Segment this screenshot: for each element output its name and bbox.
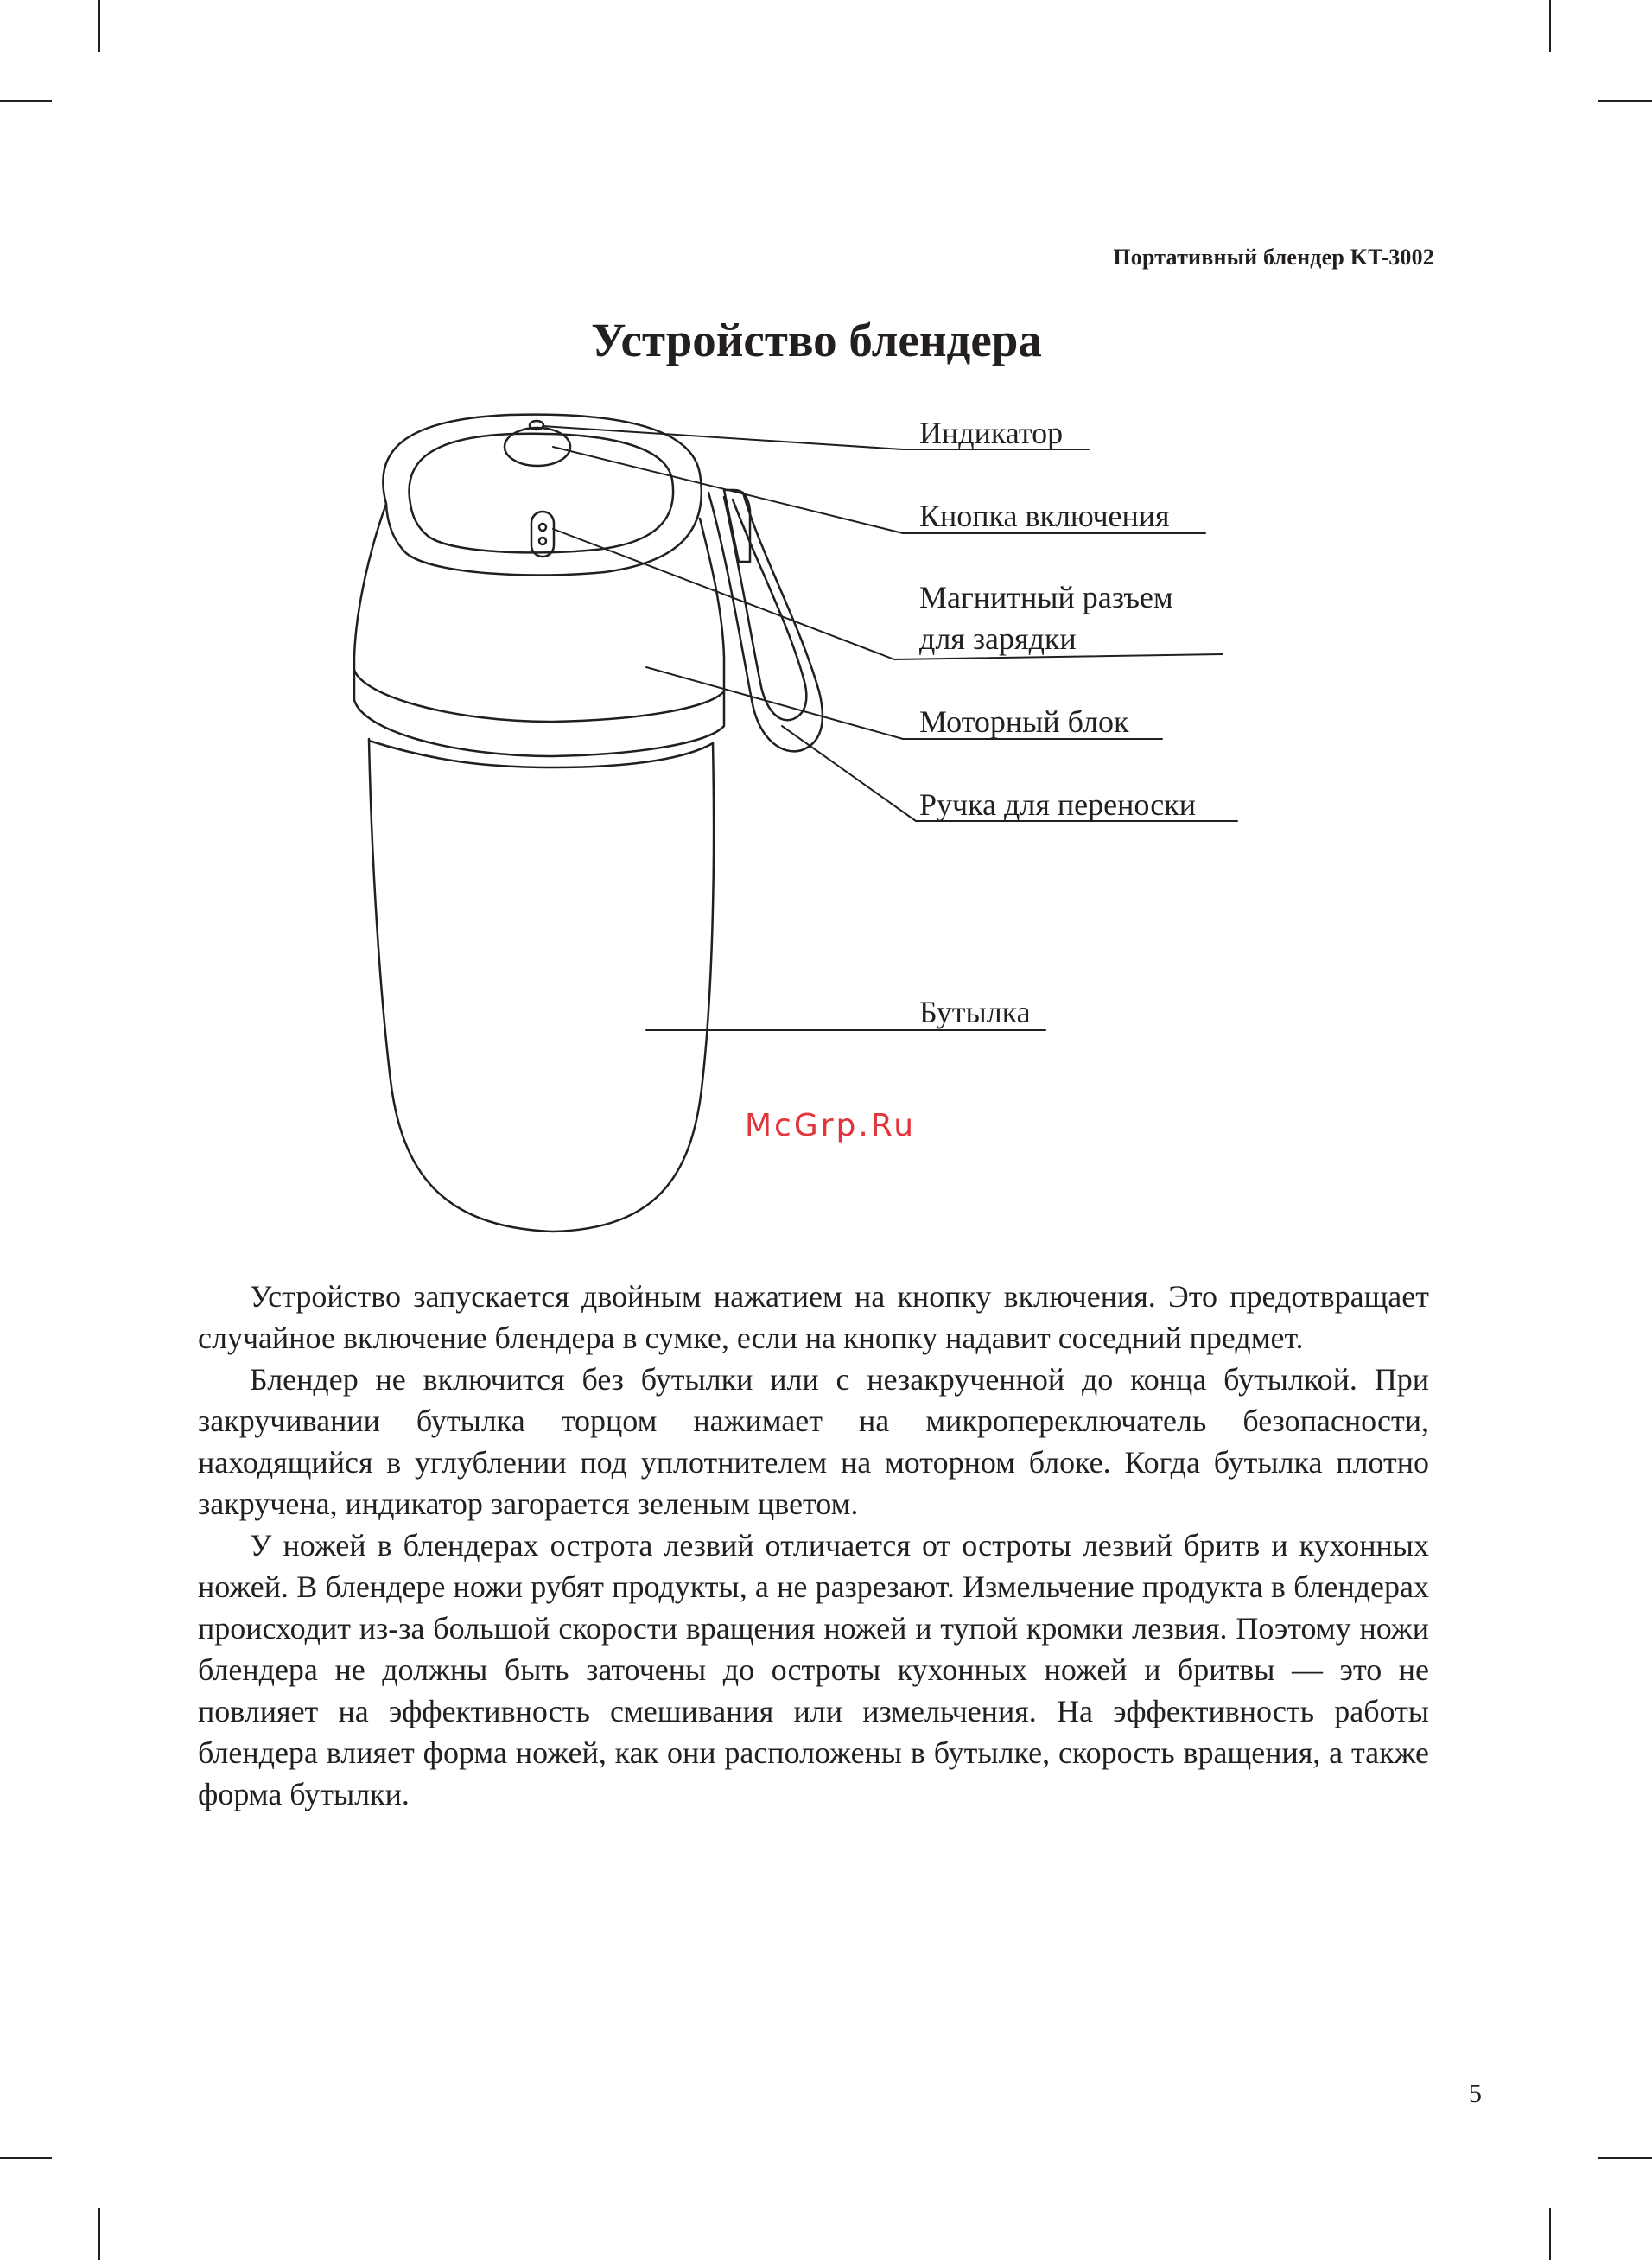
label-motor-unit: Моторный блок bbox=[919, 704, 1129, 739]
lid-inner-ring bbox=[410, 434, 674, 553]
crop-mark-top-left-horizontal bbox=[0, 100, 52, 102]
label-carry-handle: Ручка для переноски bbox=[919, 787, 1197, 822]
crop-mark-top-right-horizontal bbox=[1598, 100, 1652, 102]
crop-mark-top-left-vertical bbox=[98, 0, 100, 52]
label-bottle: Бутылка bbox=[919, 995, 1031, 1029]
running-header: Портативный блендер KT-3002 bbox=[1113, 245, 1434, 270]
label-magnetic-connector-line2: для зарядки bbox=[919, 621, 1077, 656]
bottle-outline bbox=[369, 739, 714, 1232]
crop-mark-bottom-left-vertical bbox=[98, 2208, 100, 2260]
magnetic-connector-shape bbox=[531, 512, 554, 557]
page-title: Устройство блендера bbox=[591, 314, 1042, 366]
lid-outer-ring bbox=[383, 415, 702, 576]
collar-band bbox=[354, 670, 724, 756]
crop-mark-bottom-left-horizontal bbox=[0, 2157, 52, 2159]
body-text bbox=[198, 1276, 1429, 1815]
paragraph-3: У ножей в блендерах острота лезвий отличается от остроты лезвий бритв и кухонных ножей. В блендере ножи рубят продукты, а не разрезают. Измельчение продукта в блендерах происходит из-за большой скорости вращения ножей и тупой кромки лезвия. Поэтому ножи блендера не должны быть заточены до остроты кухонных ножей и бритвы — это не повлияет на эффективность смешивания или измельчения. На эффективность работы блендера влияет форма ножей, как они расположены в бутылке, скорость вращения, а также форма бутылки. bbox=[198, 1528, 1429, 1811]
label-indicator: Индикатор bbox=[919, 416, 1064, 450]
label-power-button: Кнопка включения bbox=[919, 499, 1170, 533]
carry-handle-inner bbox=[724, 497, 806, 720]
watermark: McGrp.Ru bbox=[745, 1108, 917, 1143]
crop-mark-bottom-right-horizontal bbox=[1598, 2157, 1652, 2159]
crop-mark-bottom-right-vertical bbox=[1549, 2208, 1551, 2260]
paragraph-2: Блендер не включится без бутылки или с незакрученной до конца бутылкой. При закручивании бутылка торцом нажимает на микропереключатель безопасности, находящийся в углублении под уплотнителем на моторном блоке. Когда бутылка плотно закручена, индикатор загорается зеленым цветом. bbox=[198, 1362, 1429, 1521]
motor-block-outline bbox=[354, 504, 724, 722]
crop-mark-top-right-vertical bbox=[1549, 0, 1551, 52]
paragraph-1: Устройство запускается двойным нажатием на кнопку включения. Это предотвращает случайное включение блендера в сумке, если на кнопку надавит соседний предмет. bbox=[198, 1279, 1429, 1355]
label-magnetic-connector-line1: Магнитный разъем bbox=[919, 580, 1173, 614]
page-number: 5 bbox=[1469, 2079, 1482, 2108]
